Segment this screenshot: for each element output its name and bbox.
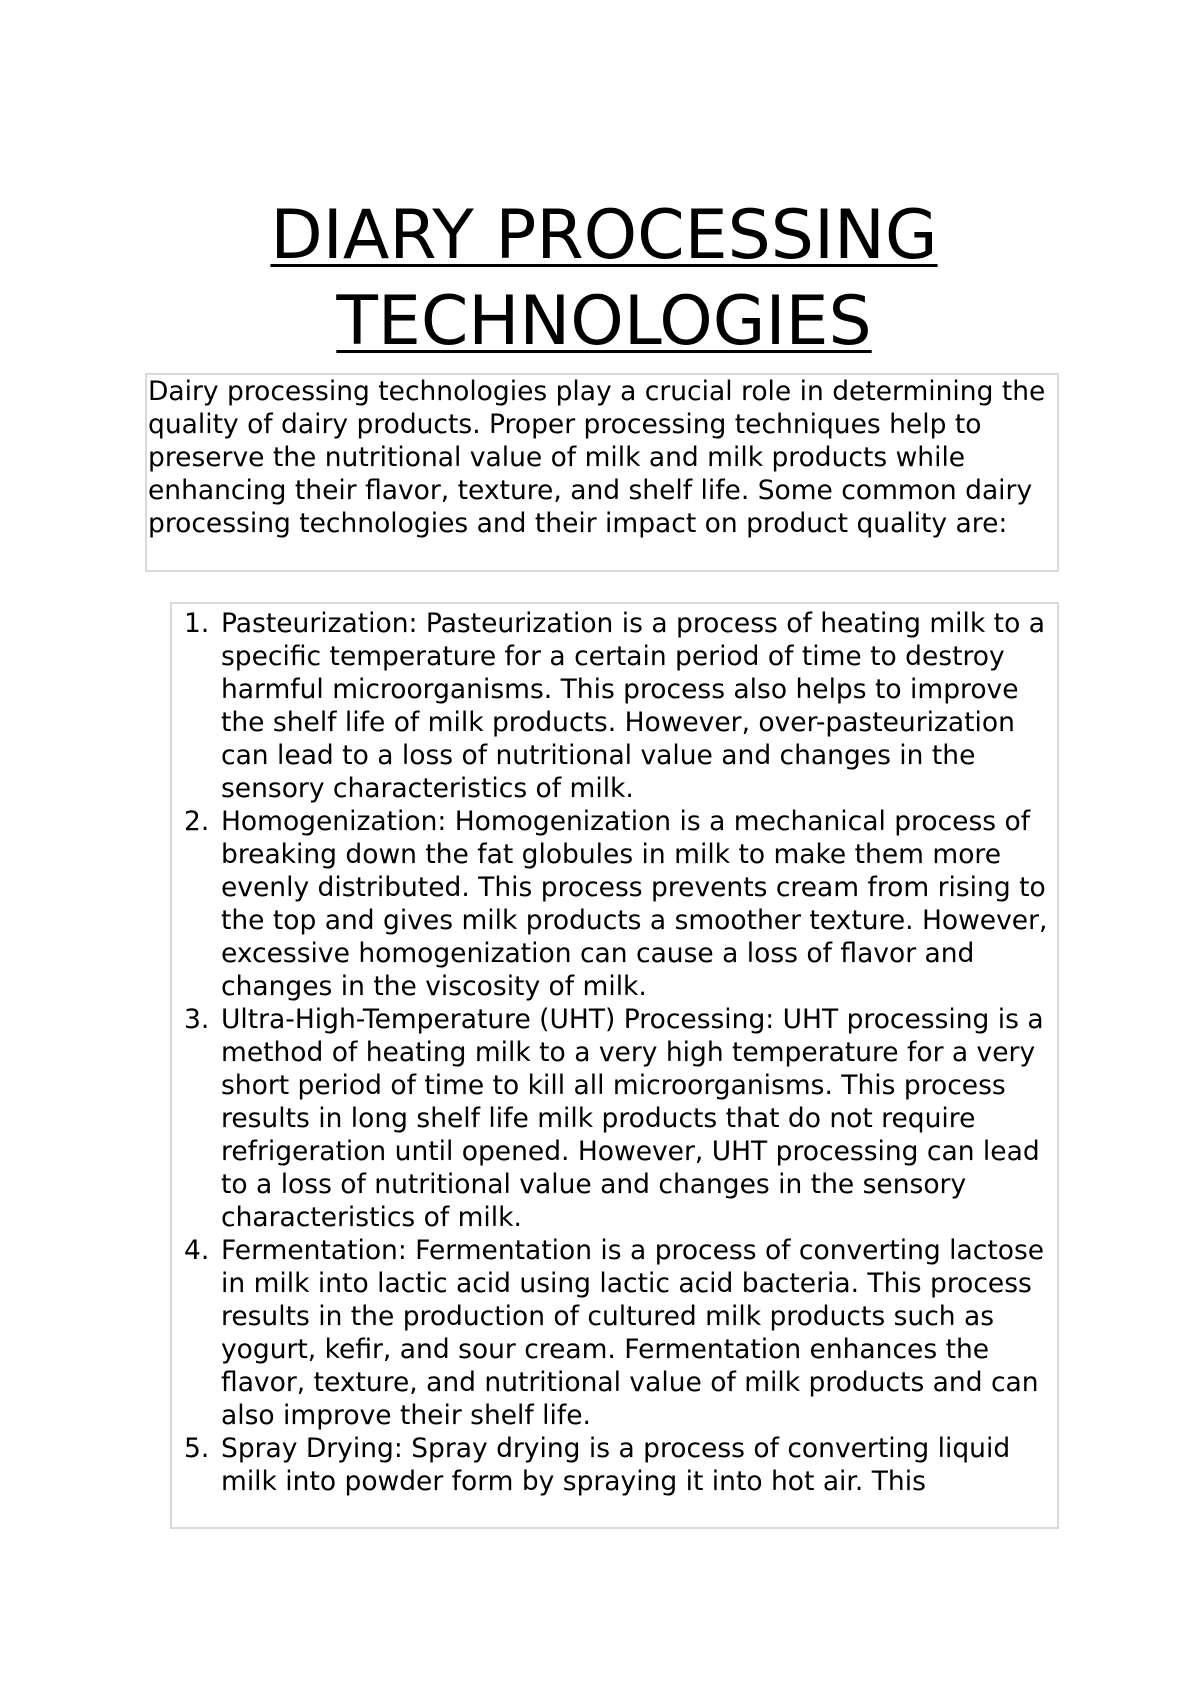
list-item [172, 1234, 1057, 1432]
technologies-list [172, 607, 1057, 1498]
intro-text-box[interactable] [145, 373, 1059, 572]
list-item [172, 1003, 1057, 1234]
list-item-number: 3. [184, 1004, 210, 1035]
list-item-text: Spray Drying: Spray drying is a process of converting liquid milk into powder form by spraying it into hot air. This [221, 1433, 1011, 1497]
list-item-text: Fermentation: Fermentation is a process of converting lactose in milk into lactic acid using lactic acid bacteria. This process results in the production of cultured milk products such as yogurt, kefir, and sour cream. Fermentation enhances the flavor, texture, and nutritional value of milk products and can also improve their shelf life. [221, 1235, 1045, 1431]
list-item [172, 805, 1057, 1003]
list-item-text: Homogenization: Homogenization is a mechanical process of breaking down the fat globules in milk to make them more evenly distributed. This process prevents cream from rising to the top and gives milk products a smoother texture. However, excessive homogenization can cause a loss of flavor and changes in the viscosity of milk. [221, 806, 1048, 1002]
list-item [172, 607, 1057, 805]
list-item-text: Ultra-High-Temperature (UHT) Processing: UHT processing is a method of heating milk to a very high temperature for a very short period of time to kill all microorganisms. This process results in long shelf life milk products that do not require refrigeration until opened. However, UHT processing can lead to a loss of nutritional value and changes in the sensory characteristics of milk. [221, 1004, 1044, 1233]
list-item-number: 4. [184, 1235, 210, 1266]
list-item-number: 2. [184, 806, 210, 837]
list-item-number: 5. [184, 1433, 210, 1464]
document-title [146, 193, 1062, 365]
list-item-text: Pasteurization: Pasteurization is a process of heating milk to a specific temperature for a certain period of time to destroy harmful microorganisms. This process also helps to improve the shelf life of milk products. However, over-pasteurization can lead to a loss of nutritional value and changes in the sensory characteristics of milk. [221, 608, 1045, 804]
list-item-number: 1. [184, 608, 210, 639]
title-line-1: DIARY PROCESSING [270, 196, 938, 275]
technologies-list-box[interactable] [170, 602, 1059, 1529]
title-line-2: TECHNOLOGIES [336, 282, 872, 361]
list-item [172, 1432, 1057, 1498]
intro-paragraph: Dairy processing technologies play a crucial role in determining the quality of dairy products. Proper processing techniques help to preserve the nutritional value of milk and milk products while enhancing their flavor, texture, and shelf life. Some common dairy processing technologies and their impact on product quality are: [148, 376, 1046, 539]
